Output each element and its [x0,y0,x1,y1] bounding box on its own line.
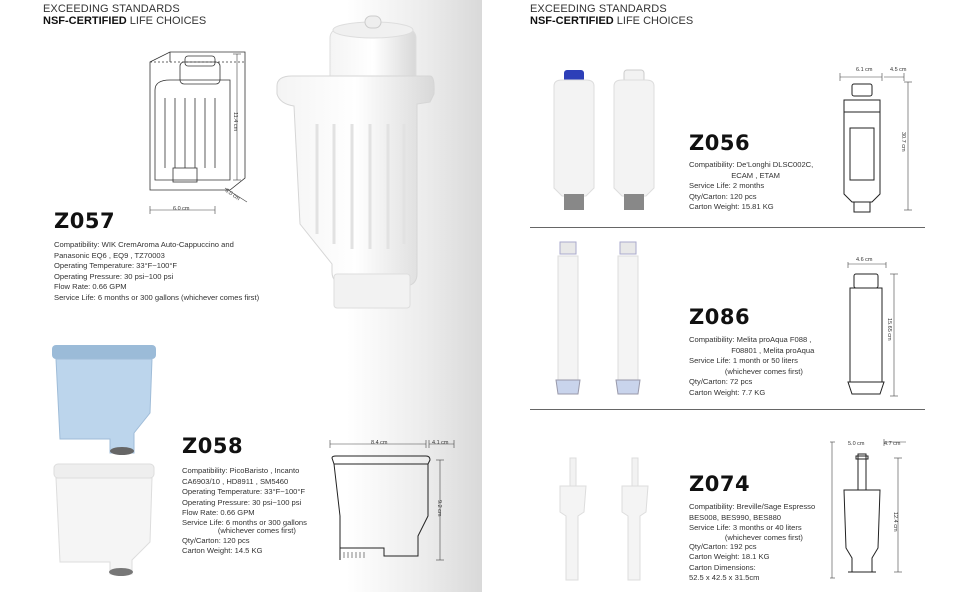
spec-line: Qty/Carton: 120 pcs [182,535,250,545]
z074-specs [689,502,815,584]
spec-line: Service Life: 2 months [689,181,765,190]
spec-line: Panasonic EQ6 , EQ9 , TZ70003 [54,250,165,260]
header-certified [43,15,206,27]
z058-blue-filter-image [50,343,158,459]
z074-dim-height: 12.4 cm [892,512,898,532]
z056-dim-width: 6.1 cm [856,67,873,73]
spec-line: Carton Weight: 15.81 KG [689,202,774,211]
spec-line: 52.5 x 42.5 x 31.5cm [689,573,760,582]
z086-product-image [554,240,644,400]
z056-dim-height: 30.7 cm [900,132,906,152]
z056-line-drawing [832,70,932,215]
z086-line-drawing [840,262,910,402]
spec-line: Qty/Carton: 120 pcs [689,191,757,201]
header-standards: EXCEEDING STANDARDS [43,3,180,15]
z058-dim-depth: 4.1 cm [432,440,449,446]
separator [530,227,925,228]
z058-dim-width: 8.4 cm [371,440,388,446]
spec-line: Service Life: 6 months or 300 gallons (whichever comes first) [54,292,260,302]
z057-dim-width: 6.0 cm [173,206,190,212]
z058-specs [182,466,307,557]
spec-line: Compatibility: PicoBaristo , Incanto [182,466,300,475]
spec-line: (whichever comes first) [182,526,296,535]
z057-line-drawing [145,50,255,220]
header-standards: EXCEEDING STANDARDS [530,3,667,15]
spec-line: Operating Temperature: 33°F~100°F [182,487,306,496]
spec-line: Operating Temperature: 33°F~100°F [54,261,178,270]
z086-dim-height: 15.65 cm [886,318,892,341]
spec-line: CA6903/10 , HD8911 , SM5460 [182,476,289,486]
z057-dim-depth: 6.0 cm [223,187,241,203]
z057-specs [54,240,259,303]
z056-specs [689,160,813,213]
spec-line: Flow Rate: 0.66 GPM [182,508,255,517]
z074-dim-width: 5.0 cm [848,441,865,447]
spec-line: Operating Pressure: 30 psi~100 psi [182,497,302,507]
spec-line: (whichever comes first) [689,532,803,542]
spec-line: Qty/Carton: 192 pcs [689,541,757,551]
right-page [482,0,960,592]
spec-line: Carton Dimensions: [689,562,756,572]
spec-line: Compatibility: Breville/Sage Espresso [689,502,816,511]
separator [530,409,925,410]
z057-dim-height: 11.4 cm [232,112,238,132]
spec-line: Carton Weight: 14.5 KG [182,546,263,555]
spec-line: F08801 , Melita proAqua [689,345,815,355]
spec-line: Carton Weight: 7.7 KG [689,387,766,397]
z057-code: Z057 [54,209,116,233]
z057-product-image [272,14,442,314]
z056-code: Z056 [689,131,751,155]
header-certified-bold: NSF-CERTIFIED [43,15,127,27]
z074-product-image [556,456,652,586]
z058-code: Z058 [182,434,244,458]
spec-line: Carton Weight: 18.1 KG [689,552,770,561]
header-certified [530,15,693,27]
spec-line: Flow Rate: 0.66 GPM [54,282,127,291]
spec-line: Compatibility: Melita proAqua F088 , [689,335,812,344]
spec-line: Qty/Carton: 72 pcs [689,377,753,386]
z074-dim-depth: 4.7 cm [884,441,901,447]
header-certified-rest: LIFE CHOICES [126,15,207,27]
z058-dim-height: 9.2 cm [436,500,442,517]
z074-line-drawing [830,438,910,583]
z058-white-filter-image [52,462,158,578]
spec-line: Service Life: 6 months or 300 gallons [182,517,307,527]
z056-product-image [548,68,658,216]
spec-line: BES008, BES990, BES880 [689,512,782,522]
spec-line: Compatibility: WIK CremAroma Auto-Cappuccino and [54,240,234,249]
header-certified-bold: NSF-CERTIFIED [530,15,614,27]
z086-code: Z086 [689,305,751,329]
z056-dim-depth: 4.5 cm [890,67,907,73]
spec-line: Service Life: 3 months or 40 liters [689,523,802,532]
header-certified-rest: LIFE CHOICES [613,15,694,27]
spec-line: Service Life: 1 month or 50 liters [689,356,798,365]
spec-line: ECAM , ETAM [689,170,780,180]
z086-specs [689,335,814,398]
spec-line: Operating Pressure: 30 psi~100 psi [54,271,174,281]
z086-dim-width: 4.6 cm [856,257,873,263]
spec-line: Compatibility: De'Longhi DLSC002C, [689,160,814,169]
spec-line: (whichever comes first) [689,366,803,376]
z074-code: Z074 [689,472,751,496]
